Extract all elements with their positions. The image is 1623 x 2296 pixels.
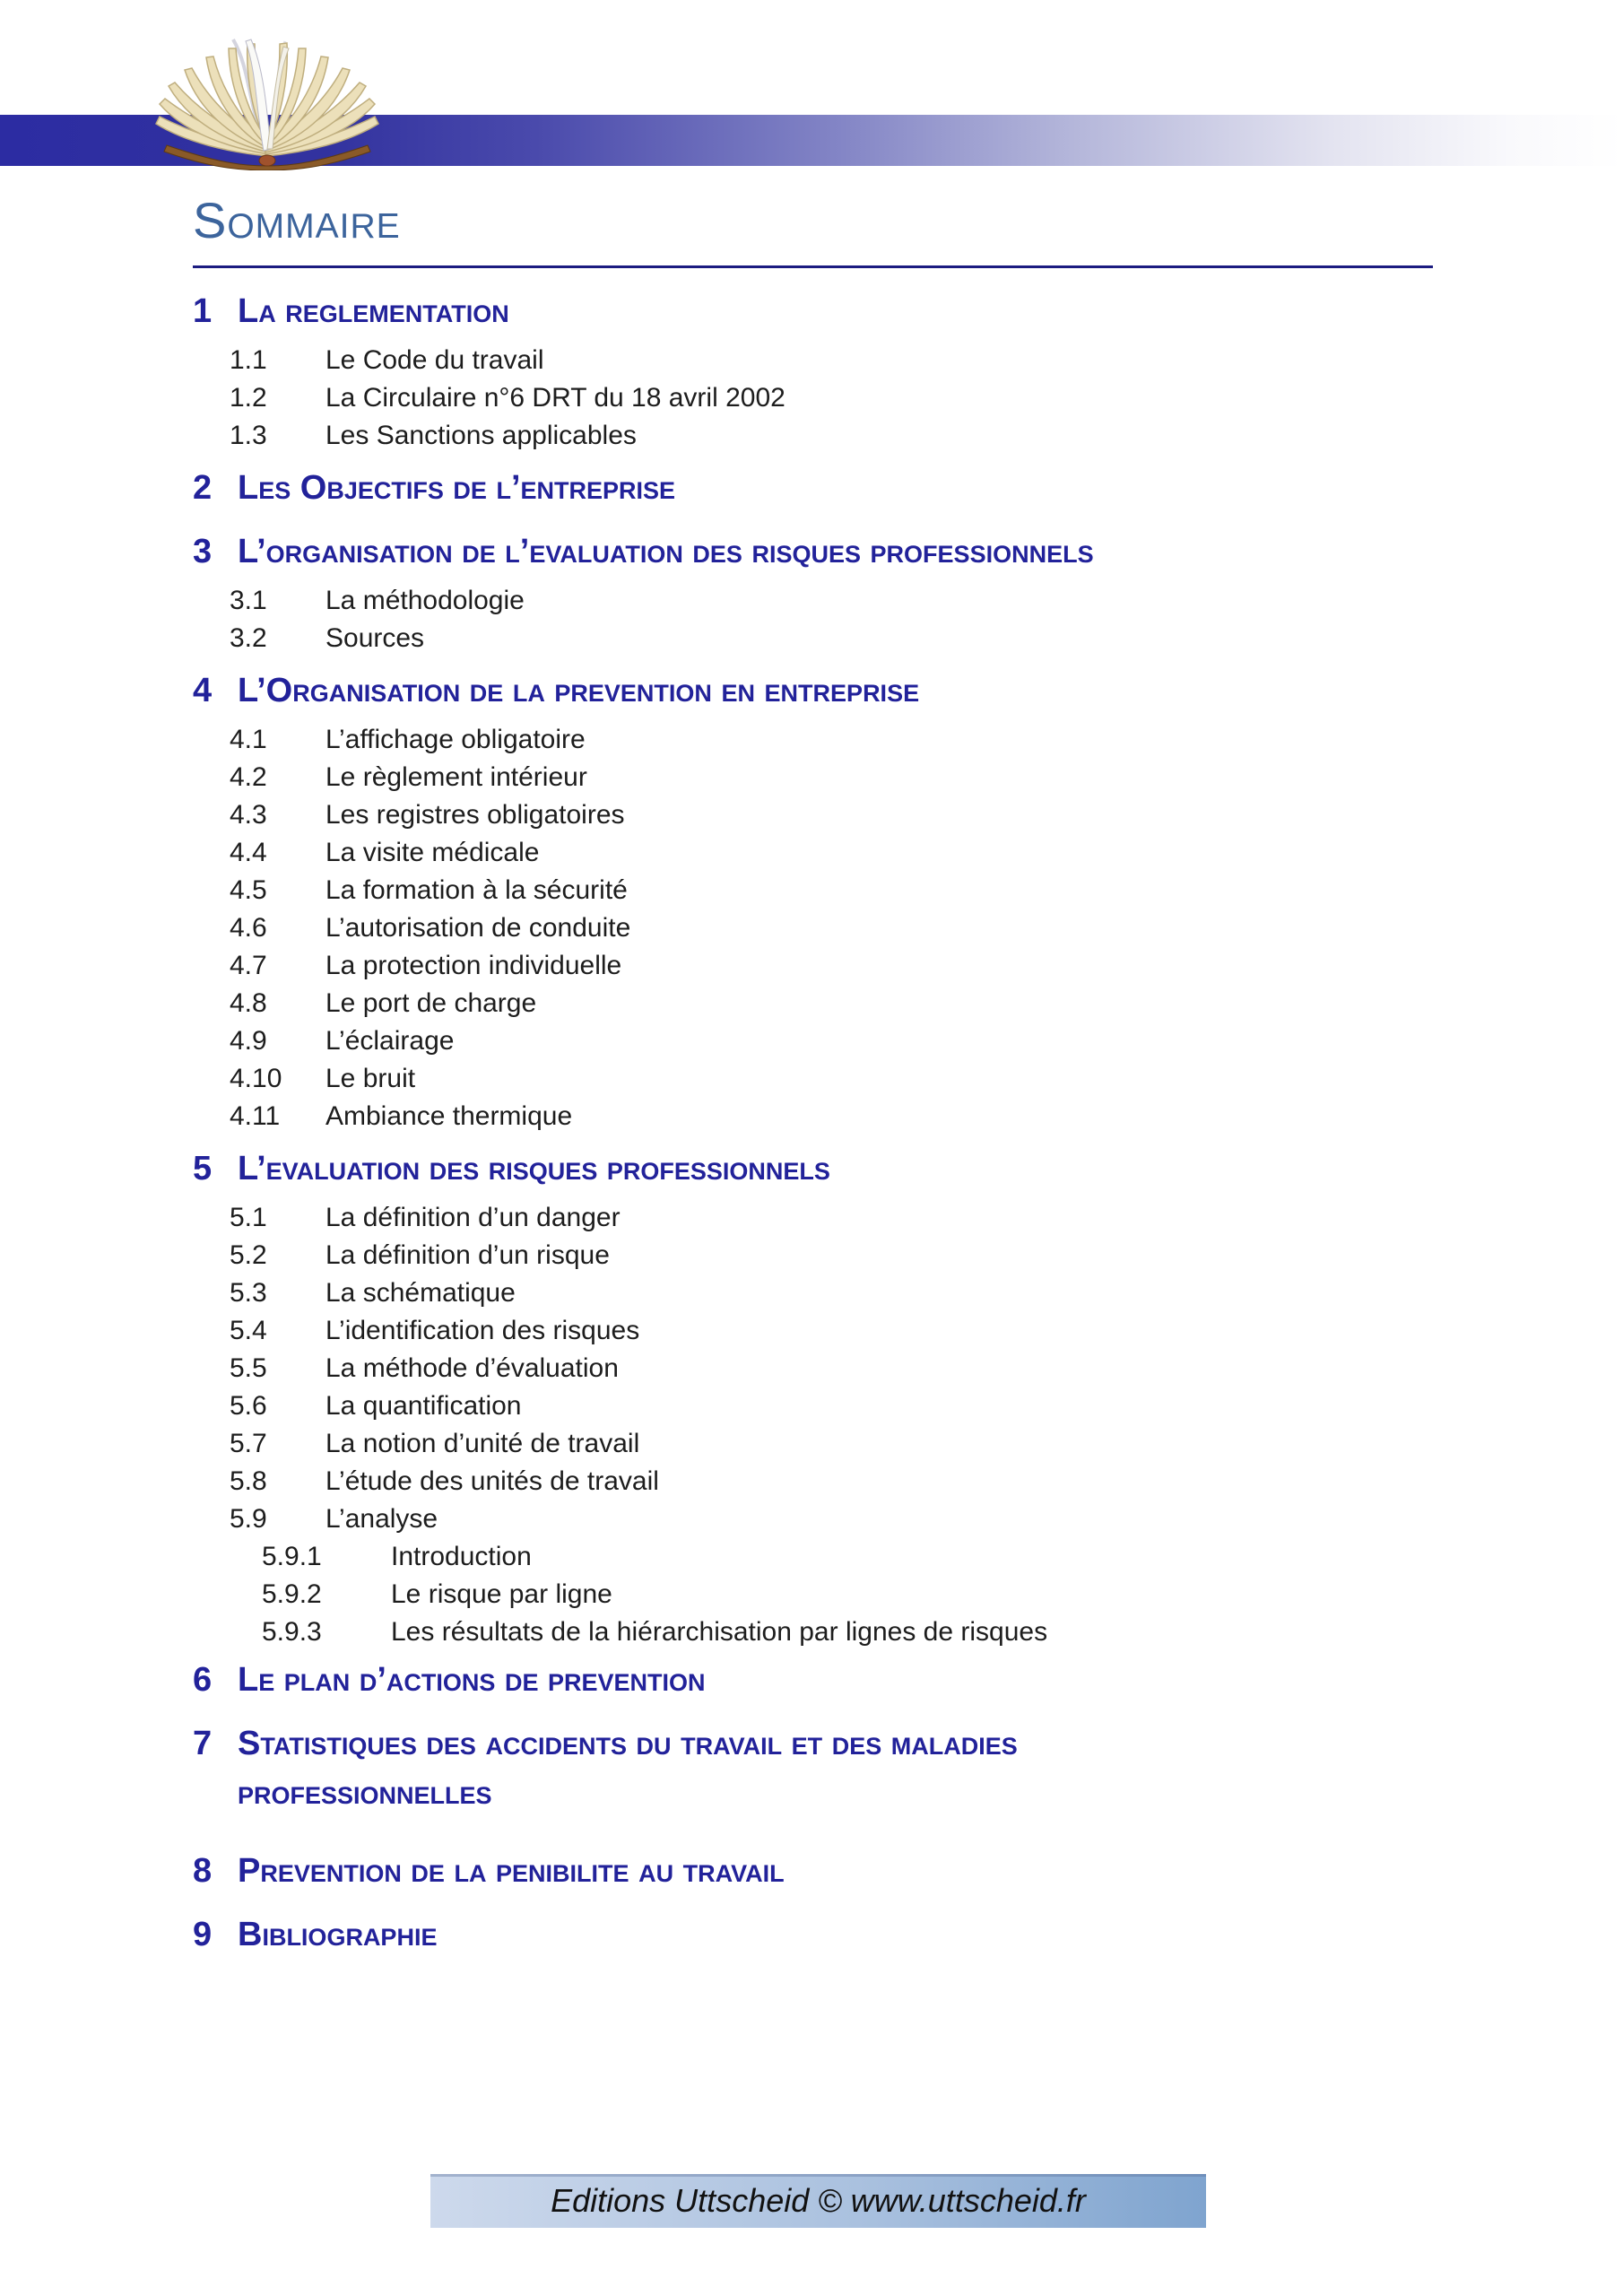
toc-row <box>0 1425 1623 1463</box>
toc-row <box>0 1312 1623 1350</box>
toc-row-number: 1.3 <box>230 421 267 450</box>
table-of-contents <box>0 292 1623 1953</box>
title-rule <box>193 265 1433 268</box>
toc-row-label: Le plan d’actions de prevention <box>238 1661 706 1699</box>
toc-row-number: 2 <box>193 469 213 507</box>
toc-row <box>0 672 1623 709</box>
toc-row-label: Sources <box>325 623 425 653</box>
toc-row-label: Les Objectifs de l’entreprise <box>238 469 676 507</box>
toc-row-number: 5.9.3 <box>262 1617 322 1647</box>
toc-row-label: La reglementation <box>238 292 509 330</box>
toc-row <box>0 1725 1623 1762</box>
toc-row-number: 4.5 <box>230 875 267 905</box>
toc-row-number: 4.11 <box>230 1101 281 1131</box>
footer-text: Editions Uttscheid © www.uttscheid.fr <box>551 2182 1086 2219</box>
toc-row <box>0 985 1623 1022</box>
toc-row <box>0 417 1623 455</box>
toc-row <box>0 533 1623 570</box>
toc-row <box>0 1060 1623 1098</box>
toc-row-number: 3.1 <box>230 586 267 615</box>
toc-row-number: 4.8 <box>230 988 267 1018</box>
toc-row-number: 5.6 <box>230 1391 267 1421</box>
toc-row <box>0 1661 1623 1699</box>
toc-row <box>0 721 1623 759</box>
toc-row-label: Les registres obligatoires <box>325 800 625 830</box>
toc-row-label: Les résultats de la hiérarchisation par lignes de risques <box>391 1617 1048 1647</box>
toc-row-label: La Circulaire n°6 DRT du 18 avril 2002 <box>325 383 785 413</box>
toc-row-label: La quantification <box>325 1391 522 1421</box>
toc-row-label: Bibliographie <box>238 1916 438 1953</box>
toc-row-label: La définition d’un danger <box>325 1203 621 1232</box>
toc-row <box>0 1274 1623 1312</box>
toc-row-number: 5.2 <box>230 1240 267 1270</box>
toc-row-number: 9 <box>193 1916 213 1953</box>
toc-row-label: Le port de charge <box>325 988 537 1018</box>
toc-row-label: L’Organisation de la prevention en entreprise <box>238 672 920 709</box>
toc-row-label: La méthodologie <box>325 586 525 615</box>
toc-row <box>0 1199 1623 1237</box>
toc-row-number: 5.9 <box>230 1504 267 1534</box>
open-book-image <box>142 36 395 170</box>
toc-row-label: Le bruit <box>325 1064 416 1093</box>
toc-row-label: Les Sanctions applicables <box>325 421 637 450</box>
toc-row <box>0 1387 1623 1425</box>
toc-row-label: La notion d’unité de travail <box>325 1429 640 1458</box>
toc-row <box>0 1916 1623 1953</box>
toc-row-label: Introduction <box>391 1542 532 1571</box>
toc-row <box>0 1237 1623 1274</box>
toc-row <box>0 582 1623 620</box>
toc-row-number: 5.4 <box>230 1316 267 1345</box>
toc-row <box>0 292 1623 330</box>
toc-row-number: 1 <box>193 292 213 330</box>
toc-row-label: L’organisation de l’evaluation des risques professionnels <box>238 533 1094 570</box>
toc-row-label: Prevention de la penibilite au travail <box>238 1852 785 1890</box>
footer-bar <box>430 2174 1206 2228</box>
toc-row-label: professionnelles <box>238 1774 492 1812</box>
toc-row-number: 5.7 <box>230 1429 267 1458</box>
toc-row-number: 1.1 <box>230 345 267 375</box>
toc-row <box>0 1150 1623 1187</box>
toc-row <box>0 796 1623 834</box>
toc-row <box>0 620 1623 657</box>
toc-row <box>0 1576 1623 1613</box>
toc-row-number: 4.4 <box>230 838 267 867</box>
toc-row-label: L’autorisation de conduite <box>325 913 631 943</box>
toc-row-label: La formation à la sécurité <box>325 875 628 905</box>
toc-row-number: 5.8 <box>230 1466 267 1496</box>
toc-row <box>0 909 1623 947</box>
toc-row-label: Statistiques des accidents du travail et des maladies <box>238 1725 1018 1762</box>
toc-row <box>0 379 1623 417</box>
toc-row-number: 5.9.1 <box>262 1542 322 1571</box>
toc-row-number: 4.9 <box>230 1026 267 1056</box>
toc-row-number: 4.1 <box>230 725 267 754</box>
page-title: Sommaire <box>193 192 401 248</box>
toc-row-number: 4.7 <box>230 951 267 980</box>
toc-row <box>0 872 1623 909</box>
toc-row-number: 4 <box>193 672 213 709</box>
toc-row-label: La visite médicale <box>325 838 540 867</box>
toc-row-label: La protection individuelle <box>325 951 622 980</box>
toc-row-label: L’étude des unités de travail <box>325 1466 659 1496</box>
toc-row-number: 5.1 <box>230 1203 267 1232</box>
toc-row <box>0 834 1623 872</box>
toc-row-number: 1.2 <box>230 383 267 413</box>
toc-row <box>0 947 1623 985</box>
toc-row-number: 4.3 <box>230 800 267 830</box>
toc-row-number: 4.6 <box>230 913 267 943</box>
toc-row-number: 5.3 <box>230 1278 267 1308</box>
toc-row-label: L’evaluation des risques professionnels <box>238 1150 830 1187</box>
toc-row-label: Le risque par ligne <box>391 1579 612 1609</box>
toc-row-label: La définition d’un risque <box>325 1240 610 1270</box>
toc-row-number: 6 <box>193 1661 213 1699</box>
toc-row-number: 5.9.2 <box>262 1579 322 1609</box>
toc-row <box>0 1463 1623 1500</box>
toc-row <box>0 1500 1623 1538</box>
toc-row-label: L’affichage obligatoire <box>325 725 586 754</box>
toc-row-label: La schématique <box>325 1278 516 1308</box>
toc-row <box>0 1350 1623 1387</box>
toc-row-number: 4.2 <box>230 762 267 792</box>
toc-row-label: Ambiance thermique <box>325 1101 573 1131</box>
toc-row <box>0 1852 1623 1890</box>
toc-row <box>0 1538 1623 1576</box>
toc-row-continuation <box>0 1774 1623 1812</box>
toc-row-label: L’éclairage <box>325 1026 455 1056</box>
toc-row <box>0 342 1623 379</box>
toc-row-label: La méthode d’évaluation <box>325 1353 619 1383</box>
toc-row <box>0 1613 1623 1651</box>
toc-row-label: Le Code du travail <box>325 345 544 375</box>
toc-row-label: L’identification des risques <box>325 1316 640 1345</box>
toc-row-number: 4.10 <box>230 1064 282 1093</box>
toc-row-number: 3.2 <box>230 623 267 653</box>
toc-row <box>0 759 1623 796</box>
toc-row <box>0 1098 1623 1135</box>
toc-row-number: 5 <box>193 1150 213 1187</box>
toc-row <box>0 1022 1623 1060</box>
toc-row-number: 5.5 <box>230 1353 267 1383</box>
toc-row <box>0 469 1623 507</box>
toc-row-number: 8 <box>193 1852 213 1890</box>
toc-row-number: 3 <box>193 533 213 570</box>
toc-row-label: Le règlement intérieur <box>325 762 587 792</box>
toc-row-label: L’analyse <box>325 1504 438 1534</box>
toc-row-number: 7 <box>193 1725 213 1762</box>
